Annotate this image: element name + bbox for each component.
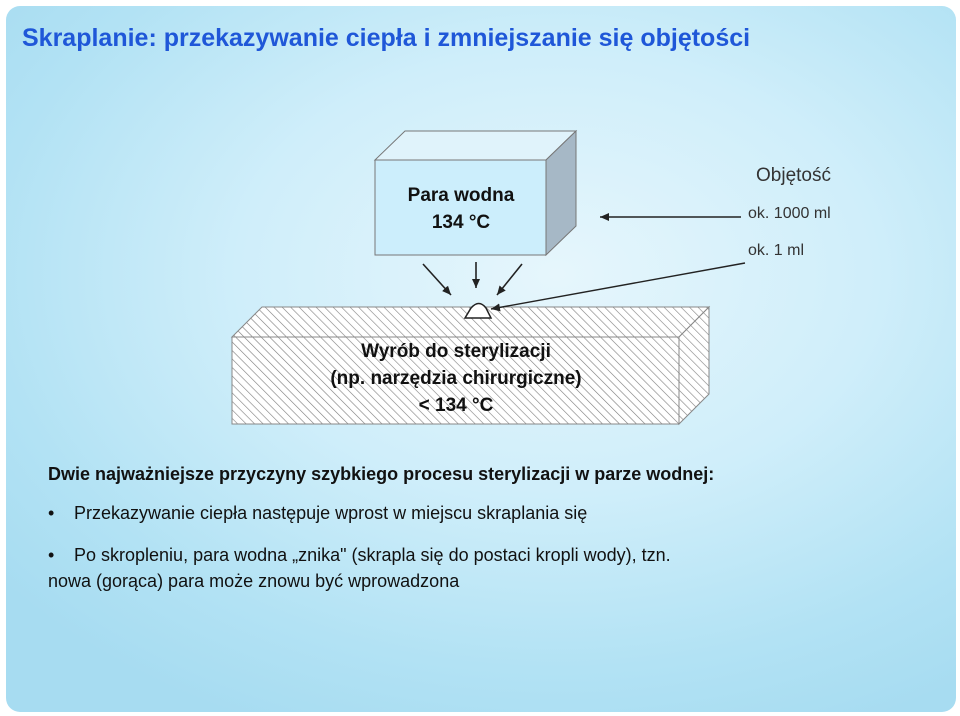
bullet-item: • Po skropleniu, para wodna „znika" (skrapla się do postaci kropli wody), tzn. — [48, 543, 928, 567]
bullet-continuation: nowa (gorąca) para może znowu być wprowadzona — [48, 571, 460, 591]
steam-name: Para wodna — [407, 185, 515, 206]
steam-arrow-left — [423, 264, 451, 295]
product-temperature: < 134 °C — [418, 395, 494, 416]
volume-arrow-droplet — [491, 263, 745, 309]
bullet-item: • Przekazywanie ciepła następuje wprost w miejscu skraplania się — [48, 501, 928, 525]
explanation-text — [48, 464, 928, 593]
product-name: Wyrób do sterylizacji — [361, 341, 551, 362]
volume-title: Objętość — [756, 165, 831, 186]
product-example: (np. narzędzia chirurgiczne) — [330, 368, 582, 389]
steam-box-top — [375, 131, 576, 160]
steam-arrow-right — [497, 264, 522, 295]
slide-title: Skraplanie: przekazywanie ciepła i zmniejszanie się objętości — [22, 24, 751, 52]
reasons-heading: Dwie najważniejsze przyczyny szybkiego procesu sterylizacji w parze wodnej: — [48, 464, 715, 484]
steam-box-label — [376, 182, 546, 236]
condensate-droplet — [465, 304, 491, 319]
product-box-label — [238, 338, 674, 419]
steam-flow-arrows — [423, 262, 522, 295]
volume-droplet-value: ok. 1 ml — [748, 242, 805, 259]
volume-steam-value: ok. 1000 ml — [748, 205, 831, 222]
steam-temperature: 134 °C — [431, 212, 491, 233]
